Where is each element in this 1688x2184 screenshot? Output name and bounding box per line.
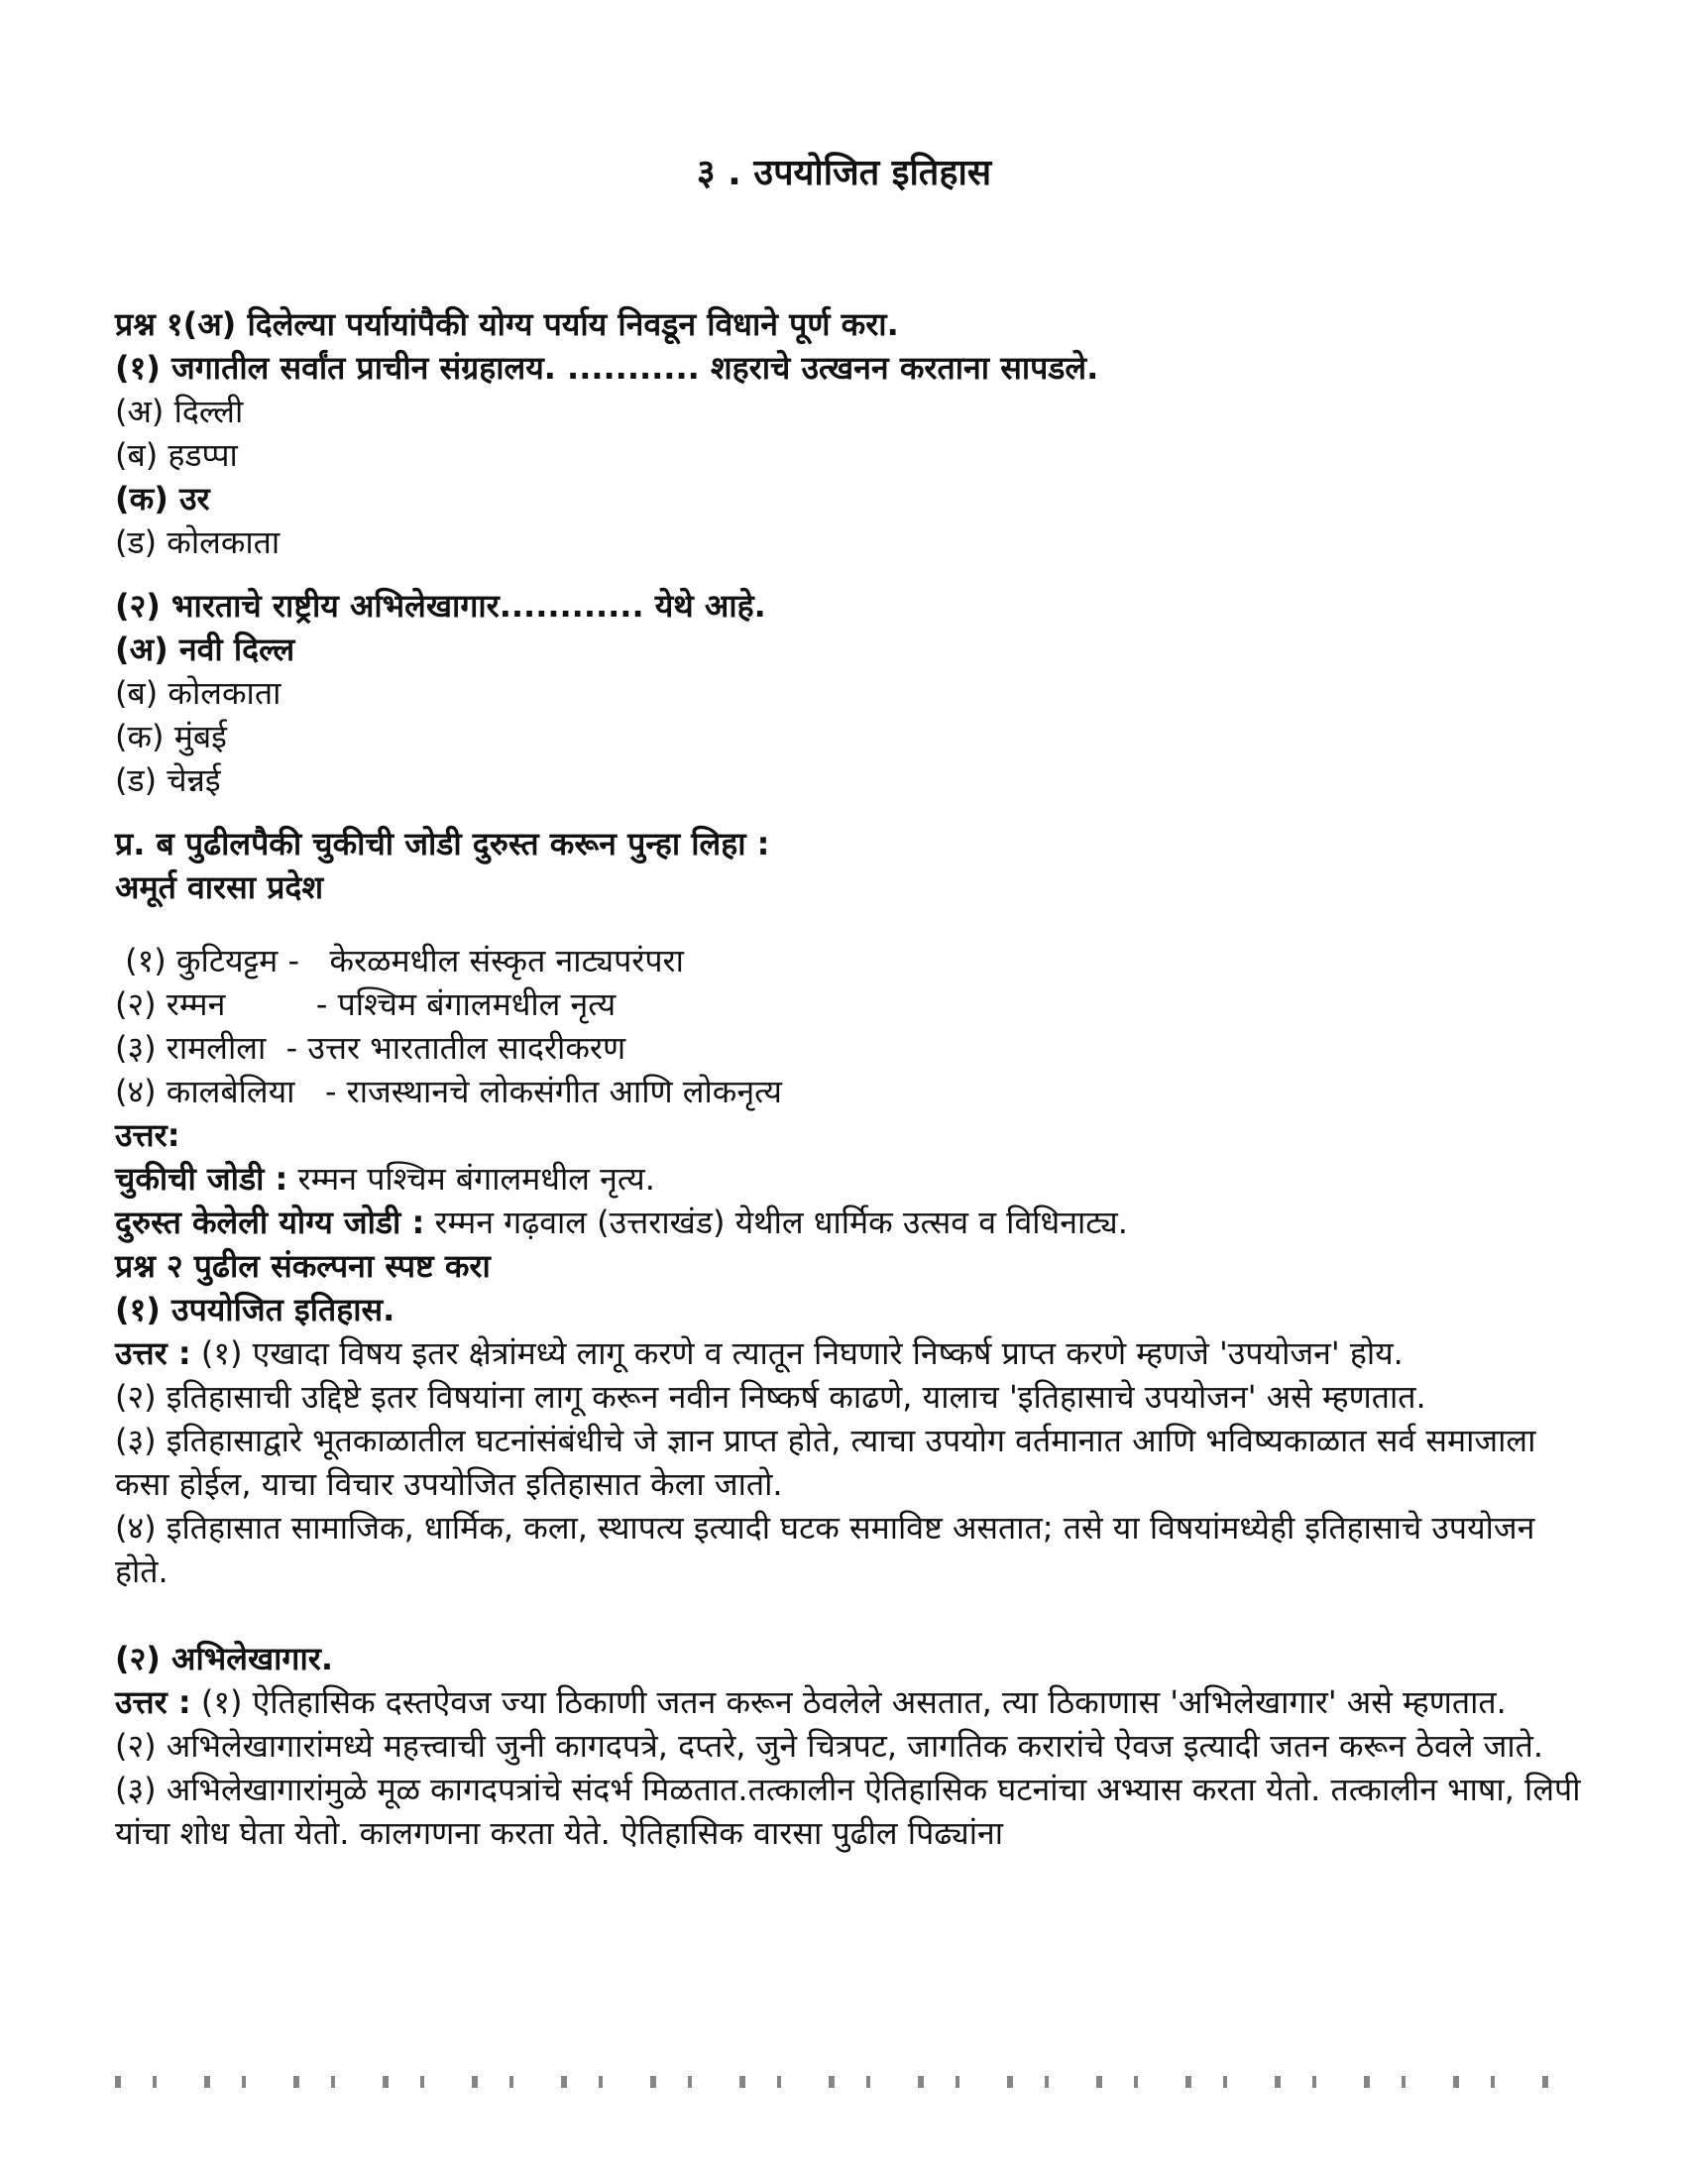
q1b-pair: (२) रम्मन - पश्चिम बंगालमधील नृत्य xyxy=(115,985,617,1023)
q2-c2-answer-label: उत्तर : xyxy=(115,1683,191,1721)
q2-c1-point: (२) इतिहासाची उद्दिष्टे इतर विषयांना लागू करून नवीन निष्कर्ष काढणे, यालाच 'इतिहासाचे उपयोजन' असे म्हणतात. xyxy=(115,1378,1426,1416)
q1b-correct-pair xyxy=(115,1201,1582,1244)
q2-c1-title: (१) उपयोजित इतिहास. xyxy=(115,1291,395,1328)
q1a-item2-option: (ड) चेन्नई xyxy=(115,761,221,799)
q1a-item2-text: (२) भारताचे राष्ट्रीय अभिलेखागार............ येथे आहे. xyxy=(115,587,766,625)
q1a-item1-option: (ब) हडप्पा xyxy=(115,436,238,474)
q1b-answer-label: उत्तर: xyxy=(115,1116,180,1154)
q1a-item1-option: (ड) कोलकाता xyxy=(115,523,281,561)
q1b-subheading: अमूर्त वारसा प्रदेश xyxy=(115,868,324,906)
q2-c1-point-text: (१) एखादा विषय इतर क्षेत्रांमध्ये लागू करणे व त्यातून निघणारे निष्कर्ष प्राप्त करणे म्हणजे 'उपयोजन' होय. xyxy=(190,1334,1404,1372)
q1a-item2-option: (क) मुंबई xyxy=(115,718,227,755)
q1a-item1-text: (१) जगातील सर्वांत प्राचीन संग्रहालय. ........... शहराचे उत्खनन करताना सापडले. xyxy=(115,349,1099,387)
q2-c2-point: (२) अभिलेखागारांमध्ये महत्त्वाची जुनी कागदपत्रे, दप्तरे, जुने चित्रपट, जागतिक करारांचे ऐवज इत्यादी जतन करून ठेवले जाते. xyxy=(115,1727,1544,1765)
q2-c2-point-text: (१) ऐतिहासिक दस्तऐवज ज्या ठिकाणी जतन करून ठेवलेले असतात, त्या ठिकाणास 'अभिलेखागार' असे म्हणतात. xyxy=(190,1683,1507,1721)
q1b-wrong-label: चुकीची जोडी : xyxy=(115,1160,288,1198)
q2-c2-title: (२) अभिलेखागार. xyxy=(115,1640,333,1677)
q2-c2-point xyxy=(115,1680,1582,1724)
q1b-wrong-text: रम्मन पश्चिम बंगालमधील नृत्य. xyxy=(287,1160,655,1198)
q1a-heading: प्रश्न १(अ) दिलेल्या पर्यायांपैकी योग्य पर्याय निवडून विधाने पूर्ण करा. xyxy=(115,305,899,343)
cut-off-text-line xyxy=(115,2076,1572,2088)
q1b-wrong-pair xyxy=(115,1157,1582,1201)
q2-c2-point: (३) अभिलेखागारांमुळे मूळ कागदपत्रांचे संदर्भ मिळतात.तत्कालीन ऐतिहासिक घटनांचा अभ्यास करता येतो. तत्कालीन भाषा, लिपी यांचा शोध घेता येतो. कालगणना करता येते. ऐतिहासिक वारसा पुढील पिढ्यांना xyxy=(115,1771,1581,1852)
q2-c1-point xyxy=(115,1331,1582,1375)
q1a-item1-option-correct: (क) उर xyxy=(115,480,210,517)
q2-c1-point: (४) इतिहासात सामाजिक, धार्मिक, कला, स्थापत्य इत्यादी घटक समाविष्ट असतात; तसे या विषयांमध्येही इतिहासाचे उपयोजन होते. xyxy=(115,1509,1535,1590)
q2-heading: प्रश्न २ पुढील संकल्पना स्पष्ट करा xyxy=(115,1247,491,1285)
q2-c1-point: (३) इतिहासाद्वारे भूतकाळातील घटनांसंबंधीचे जे ज्ञान प्राप्त होते, त्याचा उपयोग वर्तमानात आणि भविष्यकाळात सर्व समाजाला कसा होईल, याचा विचार उपयोजित इतिहासात केला जातो. xyxy=(115,1422,1536,1503)
q1b-pair: (३) रामलीला - उत्तर भारतातील सादरीकरण xyxy=(115,1029,626,1067)
q1b-pair: (४) कालबेलिया - राजस्थानचे लोकसंगीत आणि लोकनृत्य xyxy=(115,1073,782,1110)
q1a-item2-option: (ब) कोलकाता xyxy=(115,674,281,712)
q2-c1-answer-label: उत्तर : xyxy=(115,1334,191,1372)
page-title: ३ . उपयोजित इतिहास xyxy=(696,153,992,193)
q1b-correct-label: दुरुस्त केलेली योग्य जोडी : xyxy=(115,1204,425,1241)
q1b-pair: (१) कुटियट्टम - केरळमधील संस्कृत नाट्यपरंपरा xyxy=(115,942,684,979)
q1b-correct-text: रम्मन गढ़वाल (उत्तराखंड) येथील धार्मिक उत्सव व विधिनाट्य. xyxy=(424,1204,1128,1241)
document-body xyxy=(115,302,1582,1855)
q1a-item1-option: (अ) दिल्ली xyxy=(115,393,244,430)
q1b-heading: प्र. ब पुढीलपैकी चुकीची जोडी दुरुस्त करून पुन्हा लिहा : xyxy=(115,825,770,862)
q1a-item2-option-correct: (अ) नवी दिल्ल xyxy=(115,631,295,668)
